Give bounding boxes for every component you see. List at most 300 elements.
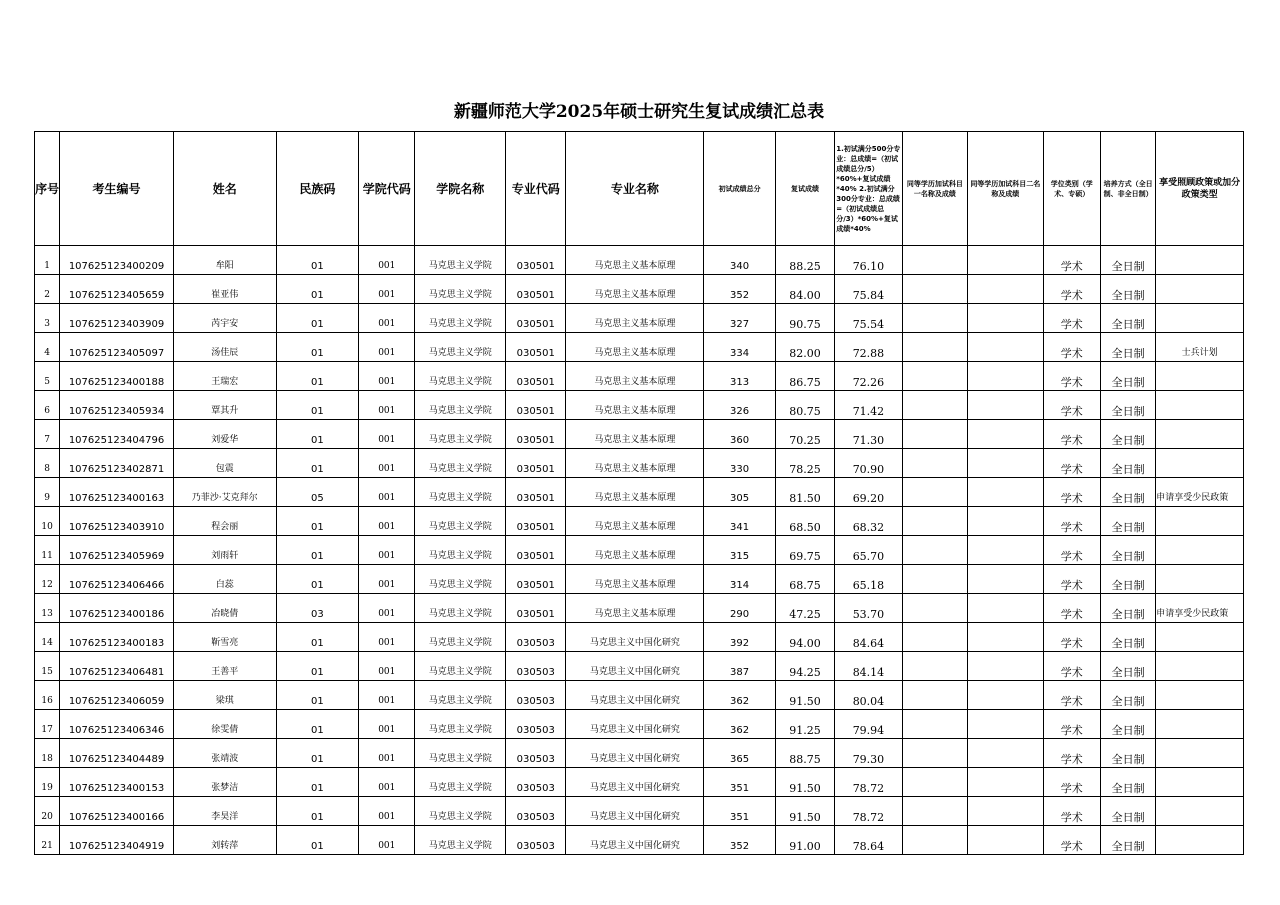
cell-policy: 申请享受少民政策 [1156, 478, 1244, 507]
cell-major-code: 030501 [506, 536, 566, 565]
cell-degree-type: 学术 [1043, 246, 1100, 275]
cell-name: 刘爱华 [173, 420, 276, 449]
cell-degree-type: 学术 [1043, 333, 1100, 362]
table-row [35, 246, 1244, 275]
cell-retest: 68.50 [775, 507, 834, 536]
cell-seq: 1 [35, 246, 60, 275]
cell-equiv-subject2 [968, 362, 1043, 391]
cell-retest: 88.75 [775, 739, 834, 768]
cell-retest: 84.00 [775, 275, 834, 304]
cell-major-code: 030503 [506, 797, 566, 826]
cell-name: 崔亚伟 [173, 275, 276, 304]
cell-retest: 91.50 [775, 768, 834, 797]
cell-college-code: 001 [359, 652, 415, 681]
cell-equiv-subject2 [968, 652, 1043, 681]
cell-policy [1156, 420, 1244, 449]
table-row [35, 333, 1244, 362]
cell-total: 84.64 [835, 623, 902, 652]
cell-name: 汤佳辰 [173, 333, 276, 362]
cell-degree-type: 学术 [1043, 275, 1100, 304]
cell-name: 乃菲沙·艾克拜尔 [173, 478, 276, 507]
cell-initial-total: 392 [704, 623, 775, 652]
cell-exam-id: 107625123403910 [60, 507, 174, 536]
cell-name: 李昊洋 [173, 797, 276, 826]
cell-name: 芮宇安 [173, 304, 276, 333]
cell-exam-id: 107625123405969 [60, 536, 174, 565]
cell-college-name: 马克思主义学院 [415, 623, 506, 652]
cell-policy [1156, 739, 1244, 768]
cell-degree-type: 学术 [1043, 391, 1100, 420]
header-equiv-subject2: 同等学历加试科目二名称及成绩 [968, 132, 1043, 246]
cell-study-mode: 全日制 [1100, 507, 1155, 536]
cell-exam-id: 107625123400163 [60, 478, 174, 507]
cell-major-name: 马克思主义基本原理 [566, 507, 704, 536]
table-row [35, 449, 1244, 478]
cell-major-name: 马克思主义基本原理 [566, 304, 704, 333]
cell-retest: 80.75 [775, 391, 834, 420]
cell-ethnic-code: 05 [276, 478, 359, 507]
cell-seq: 9 [35, 478, 60, 507]
cell-study-mode: 全日制 [1100, 826, 1155, 855]
cell-seq: 10 [35, 507, 60, 536]
cell-total: 70.90 [835, 449, 902, 478]
cell-equiv-subject1 [902, 507, 967, 536]
table-row [35, 304, 1244, 333]
cell-college-name: 马克思主义学院 [415, 797, 506, 826]
cell-major-name: 马克思主义基本原理 [566, 420, 704, 449]
cell-exam-id: 107625123400188 [60, 362, 174, 391]
cell-retest: 81.50 [775, 478, 834, 507]
cell-name: 牟阳 [173, 246, 276, 275]
cell-degree-type: 学术 [1043, 739, 1100, 768]
cell-exam-id: 107625123400183 [60, 623, 174, 652]
cell-degree-type: 学术 [1043, 652, 1100, 681]
cell-study-mode: 全日制 [1100, 565, 1155, 594]
cell-college-name: 马克思主义学院 [415, 246, 506, 275]
cell-college-name: 马克思主义学院 [415, 768, 506, 797]
cell-major-code: 030503 [506, 623, 566, 652]
cell-major-name: 马克思主义中国化研究 [566, 681, 704, 710]
cell-college-code: 001 [359, 449, 415, 478]
cell-college-code: 001 [359, 420, 415, 449]
cell-name: 程会丽 [173, 507, 276, 536]
cell-college-code: 001 [359, 362, 415, 391]
cell-study-mode: 全日制 [1100, 478, 1155, 507]
table-row [35, 623, 1244, 652]
cell-ethnic-code: 01 [276, 246, 359, 275]
cell-retest: 91.25 [775, 710, 834, 739]
cell-exam-id: 107625123406481 [60, 652, 174, 681]
cell-initial-total: 351 [704, 768, 775, 797]
cell-ethnic-code: 03 [276, 594, 359, 623]
cell-seq: 8 [35, 449, 60, 478]
cell-retest: 82.00 [775, 333, 834, 362]
cell-study-mode: 全日制 [1100, 275, 1155, 304]
cell-study-mode: 全日制 [1100, 391, 1155, 420]
cell-total: 78.72 [835, 797, 902, 826]
cell-ethnic-code: 01 [276, 797, 359, 826]
table-row [35, 826, 1244, 855]
cell-equiv-subject1 [902, 478, 967, 507]
cell-exam-id: 107625123400186 [60, 594, 174, 623]
cell-equiv-subject2 [968, 275, 1043, 304]
cell-equiv-subject2 [968, 391, 1043, 420]
table-row [35, 391, 1244, 420]
header-initial-total: 初试成绩总分 [704, 132, 775, 246]
cell-equiv-subject1 [902, 275, 967, 304]
cell-college-name: 马克思主义学院 [415, 333, 506, 362]
cell-equiv-subject2 [968, 826, 1043, 855]
cell-major-name: 马克思主义基本原理 [566, 362, 704, 391]
header-name: 姓名 [173, 132, 276, 246]
cell-major-code: 030501 [506, 275, 566, 304]
cell-policy [1156, 304, 1244, 333]
header-degree-type: 学位类别（学术、专硕） [1043, 132, 1100, 246]
cell-total: 75.84 [835, 275, 902, 304]
cell-name: 王瑞宏 [173, 362, 276, 391]
cell-college-name: 马克思主义学院 [415, 594, 506, 623]
cell-degree-type: 学术 [1043, 826, 1100, 855]
cell-degree-type: 学术 [1043, 304, 1100, 333]
cell-equiv-subject2 [968, 246, 1043, 275]
cell-equiv-subject1 [902, 536, 967, 565]
cell-major-name: 马克思主义中国化研究 [566, 826, 704, 855]
cell-total: 78.64 [835, 826, 902, 855]
cell-initial-total: 352 [704, 275, 775, 304]
cell-study-mode: 全日制 [1100, 710, 1155, 739]
cell-study-mode: 全日制 [1100, 420, 1155, 449]
cell-study-mode: 全日制 [1100, 304, 1155, 333]
cell-degree-type: 学术 [1043, 478, 1100, 507]
cell-study-mode: 全日制 [1100, 246, 1155, 275]
cell-exam-id: 107625123400166 [60, 797, 174, 826]
table-row [35, 536, 1244, 565]
cell-exam-id: 107625123405934 [60, 391, 174, 420]
cell-policy: 申请享受少民政策 [1156, 594, 1244, 623]
cell-major-code: 030501 [506, 478, 566, 507]
header-retest: 复试成绩 [775, 132, 834, 246]
cell-name: 刘雨轩 [173, 536, 276, 565]
cell-name: 刘转萍 [173, 826, 276, 855]
cell-initial-total: 305 [704, 478, 775, 507]
cell-name: 包震 [173, 449, 276, 478]
cell-initial-total: 341 [704, 507, 775, 536]
cell-college-name: 马克思主义学院 [415, 449, 506, 478]
cell-college-code: 001 [359, 623, 415, 652]
cell-initial-total: 360 [704, 420, 775, 449]
cell-total: 68.32 [835, 507, 902, 536]
table-row [35, 652, 1244, 681]
cell-exam-id: 107625123400153 [60, 768, 174, 797]
cell-initial-total: 313 [704, 362, 775, 391]
cell-degree-type: 学术 [1043, 768, 1100, 797]
cell-name: 覃其升 [173, 391, 276, 420]
cell-equiv-subject2 [968, 623, 1043, 652]
cell-initial-total: 340 [704, 246, 775, 275]
cell-equiv-subject2 [968, 449, 1043, 478]
cell-major-name: 马克思主义中国化研究 [566, 652, 704, 681]
cell-initial-total: 330 [704, 449, 775, 478]
cell-equiv-subject2 [968, 536, 1043, 565]
cell-major-code: 030501 [506, 362, 566, 391]
table-row [35, 681, 1244, 710]
cell-major-name: 马克思主义中国化研究 [566, 797, 704, 826]
cell-retest: 91.50 [775, 797, 834, 826]
cell-major-code: 030503 [506, 768, 566, 797]
table-row [35, 768, 1244, 797]
cell-degree-type: 学术 [1043, 507, 1100, 536]
cell-ethnic-code: 01 [276, 652, 359, 681]
cell-policy [1156, 797, 1244, 826]
cell-major-code: 030503 [506, 710, 566, 739]
cell-ethnic-code: 01 [276, 768, 359, 797]
cell-ethnic-code: 01 [276, 391, 359, 420]
cell-policy: 士兵计划 [1156, 333, 1244, 362]
cell-college-name: 马克思主义学院 [415, 420, 506, 449]
cell-equiv-subject1 [902, 594, 967, 623]
cell-total: 80.04 [835, 681, 902, 710]
cell-major-name: 马克思主义基本原理 [566, 275, 704, 304]
cell-name: 梁琪 [173, 681, 276, 710]
cell-major-name: 马克思主义基本原理 [566, 478, 704, 507]
cell-college-name: 马克思主义学院 [415, 304, 506, 333]
cell-total: 76.10 [835, 246, 902, 275]
cell-total: 75.54 [835, 304, 902, 333]
cell-policy [1156, 565, 1244, 594]
cell-equiv-subject2 [968, 304, 1043, 333]
cell-college-name: 马克思主义学院 [415, 739, 506, 768]
cell-retest: 88.25 [775, 246, 834, 275]
cell-seq: 5 [35, 362, 60, 391]
cell-college-code: 001 [359, 797, 415, 826]
cell-policy [1156, 652, 1244, 681]
cell-major-name: 马克思主义中国化研究 [566, 623, 704, 652]
cell-name: 张梦洁 [173, 768, 276, 797]
cell-equiv-subject2 [968, 797, 1043, 826]
cell-policy [1156, 275, 1244, 304]
cell-equiv-subject1 [902, 304, 967, 333]
cell-equiv-subject1 [902, 565, 967, 594]
cell-equiv-subject1 [902, 623, 967, 652]
cell-equiv-subject1 [902, 362, 967, 391]
cell-major-name: 马克思主义中国化研究 [566, 739, 704, 768]
cell-major-code: 030501 [506, 449, 566, 478]
cell-initial-total: 326 [704, 391, 775, 420]
cell-equiv-subject2 [968, 739, 1043, 768]
cell-retest: 68.75 [775, 565, 834, 594]
cell-equiv-subject2 [968, 333, 1043, 362]
cell-equiv-subject1 [902, 333, 967, 362]
cell-policy [1156, 623, 1244, 652]
cell-seq: 13 [35, 594, 60, 623]
header-row [35, 132, 1244, 246]
cell-major-name: 马克思主义基本原理 [566, 536, 704, 565]
cell-retest: 91.50 [775, 681, 834, 710]
cell-seq: 20 [35, 797, 60, 826]
cell-equiv-subject2 [968, 507, 1043, 536]
cell-major-code: 030501 [506, 507, 566, 536]
cell-ethnic-code: 01 [276, 623, 359, 652]
cell-exam-id: 107625123405097 [60, 333, 174, 362]
cell-initial-total: 351 [704, 797, 775, 826]
cell-college-name: 马克思主义学院 [415, 652, 506, 681]
cell-retest: 78.25 [775, 449, 834, 478]
cell-seq: 4 [35, 333, 60, 362]
cell-name: 冶晓倩 [173, 594, 276, 623]
cell-equiv-subject2 [968, 710, 1043, 739]
cell-college-name: 马克思主义学院 [415, 275, 506, 304]
cell-degree-type: 学术 [1043, 565, 1100, 594]
cell-major-code: 030501 [506, 594, 566, 623]
cell-initial-total: 362 [704, 681, 775, 710]
header-college-name: 学院名称 [415, 132, 506, 246]
cell-college-name: 马克思主义学院 [415, 826, 506, 855]
cell-retest: 94.00 [775, 623, 834, 652]
cell-total: 65.18 [835, 565, 902, 594]
cell-policy [1156, 681, 1244, 710]
cell-retest: 90.75 [775, 304, 834, 333]
table-row [35, 594, 1244, 623]
cell-college-code: 001 [359, 507, 415, 536]
cell-retest: 91.00 [775, 826, 834, 855]
cell-college-code: 001 [359, 681, 415, 710]
cell-total: 69.20 [835, 478, 902, 507]
cell-study-mode: 全日制 [1100, 449, 1155, 478]
cell-initial-total: 387 [704, 652, 775, 681]
cell-exam-id: 107625123405659 [60, 275, 174, 304]
cell-ethnic-code: 01 [276, 449, 359, 478]
cell-name: 王善平 [173, 652, 276, 681]
header-ethnic-code: 民族码 [276, 132, 359, 246]
table-row [35, 565, 1244, 594]
cell-retest: 69.75 [775, 536, 834, 565]
cell-college-code: 001 [359, 275, 415, 304]
cell-exam-id: 107625123406466 [60, 565, 174, 594]
cell-equiv-subject2 [968, 478, 1043, 507]
cell-major-name: 马克思主义基本原理 [566, 246, 704, 275]
cell-exam-id: 107625123400209 [60, 246, 174, 275]
cell-ethnic-code: 01 [276, 826, 359, 855]
cell-study-mode: 全日制 [1100, 623, 1155, 652]
cell-seq: 18 [35, 739, 60, 768]
cell-initial-total: 352 [704, 826, 775, 855]
cell-seq: 6 [35, 391, 60, 420]
cell-equiv-subject1 [902, 391, 967, 420]
cell-major-code: 030503 [506, 652, 566, 681]
cell-major-code: 030501 [506, 565, 566, 594]
cell-exam-id: 107625123406059 [60, 681, 174, 710]
cell-seq: 19 [35, 768, 60, 797]
cell-equiv-subject2 [968, 420, 1043, 449]
cell-degree-type: 学术 [1043, 420, 1100, 449]
cell-exam-id: 107625123404919 [60, 826, 174, 855]
cell-equiv-subject1 [902, 246, 967, 275]
cell-equiv-subject2 [968, 768, 1043, 797]
cell-ethnic-code: 01 [276, 536, 359, 565]
cell-degree-type: 学术 [1043, 623, 1100, 652]
cell-ethnic-code: 01 [276, 710, 359, 739]
cell-policy [1156, 507, 1244, 536]
table-row [35, 362, 1244, 391]
cell-seq: 15 [35, 652, 60, 681]
cell-college-code: 001 [359, 304, 415, 333]
cell-equiv-subject1 [902, 826, 967, 855]
cell-college-code: 001 [359, 826, 415, 855]
cell-major-name: 马克思主义基本原理 [566, 565, 704, 594]
cell-exam-id: 107625123402871 [60, 449, 174, 478]
cell-initial-total: 290 [704, 594, 775, 623]
cell-ethnic-code: 01 [276, 681, 359, 710]
cell-policy [1156, 362, 1244, 391]
table-row [35, 420, 1244, 449]
cell-policy [1156, 710, 1244, 739]
cell-college-name: 马克思主义学院 [415, 710, 506, 739]
cell-college-name: 马克思主义学院 [415, 478, 506, 507]
cell-degree-type: 学术 [1043, 594, 1100, 623]
cell-total: 65.70 [835, 536, 902, 565]
cell-equiv-subject1 [902, 449, 967, 478]
cell-college-code: 001 [359, 246, 415, 275]
cell-policy [1156, 536, 1244, 565]
cell-study-mode: 全日制 [1100, 333, 1155, 362]
cell-total: 72.26 [835, 362, 902, 391]
cell-study-mode: 全日制 [1100, 536, 1155, 565]
cell-seq: 21 [35, 826, 60, 855]
cell-ethnic-code: 01 [276, 304, 359, 333]
header-study-mode: 培养方式（全日制、非全日制） [1100, 132, 1155, 246]
cell-name: 徐雯倩 [173, 710, 276, 739]
cell-major-code: 030501 [506, 246, 566, 275]
cell-equiv-subject1 [902, 797, 967, 826]
cell-exam-id: 107625123404489 [60, 739, 174, 768]
cell-study-mode: 全日制 [1100, 652, 1155, 681]
cell-study-mode: 全日制 [1100, 362, 1155, 391]
cell-exam-id: 107625123404796 [60, 420, 174, 449]
cell-seq: 11 [35, 536, 60, 565]
cell-ethnic-code: 01 [276, 362, 359, 391]
cell-study-mode: 全日制 [1100, 768, 1155, 797]
cell-major-name: 马克思主义基本原理 [566, 391, 704, 420]
cell-major-name: 马克思主义中国化研究 [566, 710, 704, 739]
cell-equiv-subject2 [968, 681, 1043, 710]
cell-name: 白蕊 [173, 565, 276, 594]
cell-initial-total: 334 [704, 333, 775, 362]
cell-equiv-subject1 [902, 420, 967, 449]
header-policy: 享受照顾政策或加分政策类型 [1156, 132, 1244, 246]
cell-college-name: 马克思主义学院 [415, 391, 506, 420]
cell-major-code: 030501 [506, 304, 566, 333]
cell-policy [1156, 826, 1244, 855]
cell-initial-total: 365 [704, 739, 775, 768]
cell-retest: 47.25 [775, 594, 834, 623]
cell-college-code: 001 [359, 333, 415, 362]
cell-equiv-subject2 [968, 594, 1043, 623]
cell-total: 71.30 [835, 420, 902, 449]
cell-total: 53.70 [835, 594, 902, 623]
cell-college-name: 马克思主义学院 [415, 507, 506, 536]
cell-ethnic-code: 01 [276, 420, 359, 449]
cell-equiv-subject2 [968, 565, 1043, 594]
cell-equiv-subject1 [902, 739, 967, 768]
cell-major-code: 030501 [506, 391, 566, 420]
header-major-code: 专业代码 [506, 132, 566, 246]
cell-college-code: 001 [359, 536, 415, 565]
cell-exam-id: 107625123406346 [60, 710, 174, 739]
cell-college-code: 001 [359, 710, 415, 739]
cell-retest: 86.75 [775, 362, 834, 391]
cell-policy [1156, 449, 1244, 478]
header-seq: 序号 [35, 132, 60, 246]
